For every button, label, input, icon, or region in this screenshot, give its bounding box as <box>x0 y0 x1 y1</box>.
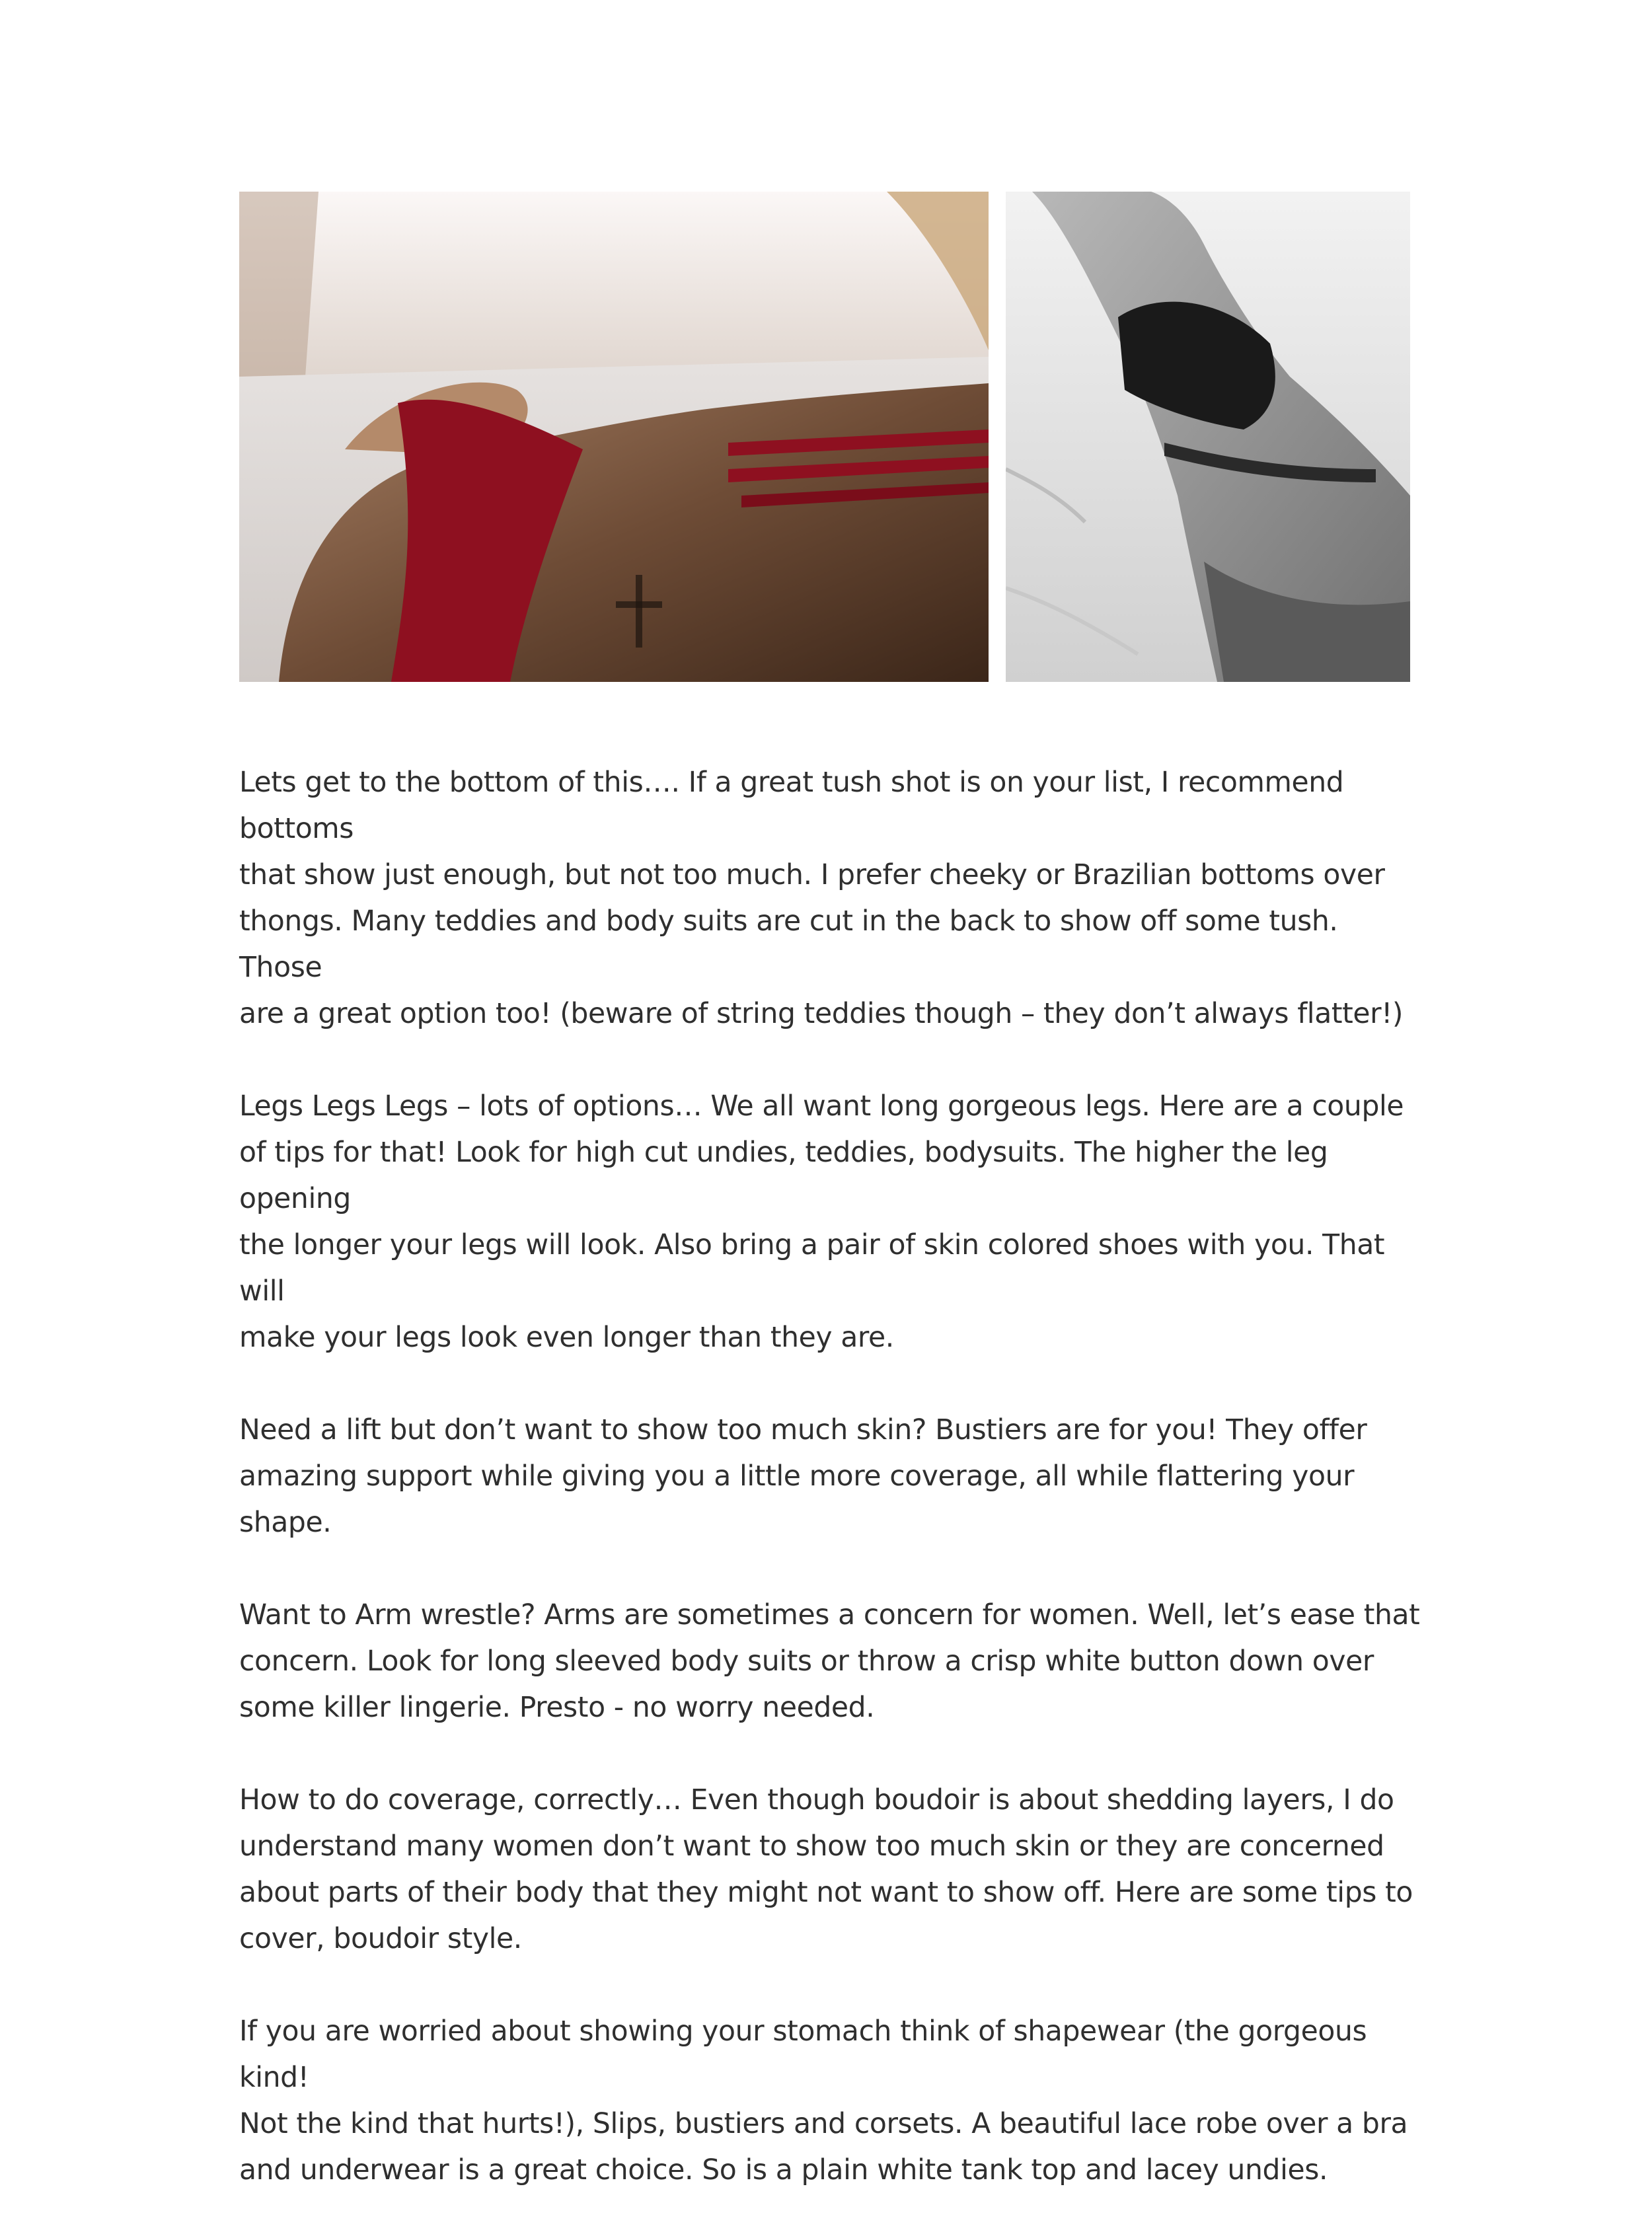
photo-row <box>239 192 1410 682</box>
paragraph-stomach: If you are worried about showing your stomach think of shapewear (the gorgeous kind! Not the kind that hurts!), Slips, bustiers and corsets. A beautiful lace robe over a bra and underwear is a great choice. So is a plain white tank top and lacey undies. <box>239 2015 1408 2186</box>
paragraph-coverage: How to do coverage, correctly… Even though boudoir is about shedding layers, I do understand many women don’t want to show too much skin or they are concerned about parts of their body that they might not want to show off. Here are some tips to cover, boudoir style. <box>239 1784 1413 1955</box>
article-body <box>239 760 1422 2240</box>
black-and-white-lingerie-photo <box>1006 192 1410 682</box>
paragraph-legs: Legs Legs Legs – lots of options… We all want long gorgeous legs. Here are a couple of tips for that! Look for high cut undies, teddies, bodysuits. The higher the leg opening the longer your legs will look. Also bring a pair of skin colored shoes with you. That will make your legs look even longer than they are. <box>239 1090 1404 1354</box>
paragraph-arms: Want to Arm wrestle? Arms are sometimes a concern for women. Well, let’s ease that concern. Look for long sleeved body suits or throw a crisp white button down over some killer lingerie. Presto - no worry needed. <box>239 1599 1420 1724</box>
paragraph-bustiers: Need a lift but don’t want to show too much skin? Bustiers are for you! They offer amazing support while giving you a little more coverage, all while flattering your shape. <box>239 1414 1367 1539</box>
red-lingerie-photo <box>239 192 989 682</box>
red-lingerie-illustration <box>239 192 989 682</box>
black-and-white-lingerie-illustration <box>1006 192 1410 682</box>
paragraph-bottoms: Lets get to the bottom of this…. If a great tush shot is on your list, I recommend bottoms that show just enough, but not too much. I prefer cheeky or Brazilian bottoms over thongs. Many teddies and body suits are cut in the back to show off some tush. Those are a great option too! (beware of string teddies though – they don’t always flatter!) <box>239 766 1404 1030</box>
